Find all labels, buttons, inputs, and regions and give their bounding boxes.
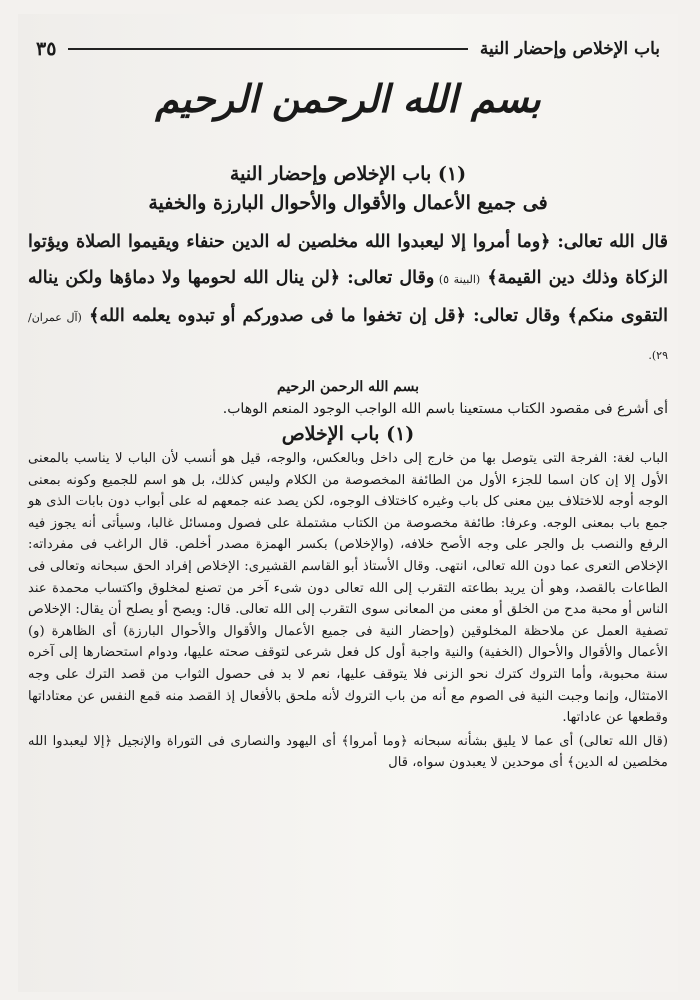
book-page xyxy=(18,14,678,992)
verse-3-reference: (آل عمران/ ٢٩). xyxy=(28,311,668,362)
verse-1-intro: قال الله تعالى: xyxy=(550,232,668,252)
verse-3-intro: وقال تعالى: xyxy=(465,306,561,326)
page-number: ٣٥ xyxy=(36,38,57,60)
section-title: (١) باب الإخلاص xyxy=(281,423,415,445)
chapter-subtitle: فى جميع الأعمال والأقوال والأحوال البارزة والخفية xyxy=(148,192,548,214)
basmala-text: بسم الله الرحمن الرحيم xyxy=(277,379,419,395)
quran-verses xyxy=(28,224,668,374)
verse-2: ﴿لن ينال الله لحومها ولا دماؤها ولكن يناله التقوى منكم﴾ xyxy=(28,268,668,326)
running-header xyxy=(36,34,660,64)
intro-paragraph: أى أشرع فى مقصود الكتاب مستعينا باسم الله الواجب الوجود المنعم الوهاب. xyxy=(222,401,668,417)
commentary-paragraph-2: (قال الله تعالى) أى عما لا يليق بشأنه سبحانه ﴿وما أمروا﴾ أى اليهود والنصارى فى التوراة والإنجيل ﴿إلا ليعبدوا الله مخلصين له الدين﴾ أى موحدين لا يعبدون سواه، قال xyxy=(28,733,668,771)
verse-3: ﴿قل إن تخفوا ما فى صدوركم أو تبدوه يعلمه الله﴾ xyxy=(89,306,466,326)
verse-1-reference: (البينة ٥) xyxy=(434,273,481,286)
verse-2-intro: وقال تعالى: xyxy=(340,268,435,288)
header-title: باب الإخلاص وإحضار النية xyxy=(479,39,660,59)
chapter-title: (١) باب الإخلاص وإحضار النية xyxy=(229,163,467,185)
page-content xyxy=(28,160,668,774)
verse-1: ﴿وما أمروا إلا ليعبدوا الله مخلصين له الدين حنفاء ويقيموا الصلاة ويؤتوا الزكاة وذلك دين القيمة﴾ xyxy=(28,232,668,288)
commentary-paragraph: الباب لغة: الفرجة التى يتوصل بها من خارج إلى داخل وبالعكس، والوجه، قيل هو أنسب لأن الباب لا يناسب بالمعنى الأول إلا إن كان اسما للجزء الأول من الطائفة المخصوصة من الكلام وليس كذلك، بل هو اسم للجميع وكونه بمعنى الوجه أوجه للاختلاف بين معنى كل باب وغيره كاختلاف الوجوه، لكن يصد عنه جمعهم له على أبواب دون بابات الذى هو جمع باب بمعنى الوجه. وعرفا: طائفة مخصوصة من الكتاب مشتملة على فصول ومسائل غالبا، وسيأتى أنه يجوز فيه الرفع والنصب بل والجر على وجه الأصح خلافه، (والإخلاص) بكسر الهمزة مصدر أخلص. قال الراغب فى مفرداته: الإخلاص التعرى عما دون الله تعالى، انتهى. وقال الأستاذ أبو القاسم القشيرى: الإخلاص إفراد الحق سبحانه وتعالى فى الطاعات بالقصد، وهو أن يريد بطاعته التقرب إلى الله تعالى دون شىء آخر من تصنع لمخلوق واكتساب محمدة عند الناس أو محبة مدح من الخلق أو معنى من المعانى سوى التقرب إلى الله تعالى. قال: ويصح أو يصلح أن يقال: الإخلاص تصفية العمل عن ملاحظة المخلوقين (وإحضار النية فى جميع الأعمال والأقوال والأحوال البارزة) أى الظاهرة (و) الأعمال والأقوال والأحوال (الخفية) والنية واجبة أول كل فعل شرعى لتوقف صحته عليها، ودوام استحضارها إلى آخره سنة محبوبة، وأما التروك كترك نحو الزنى فلا يتوقف عليها، نعم لا بد فى حصول الثواب من قصد الترك على وجه الامتثال، وإنما وجبت النية فى الصوم مع أنه من باب التروك لأنه ملحق بالأفعال إذ القصد منه قمع النفس عن معتاداتها وقطعها عن عاداتها. xyxy=(28,451,668,726)
basmala-calligraphy: بسم الله الرحمن الرحيم xyxy=(155,76,541,121)
header-rule xyxy=(68,48,467,50)
